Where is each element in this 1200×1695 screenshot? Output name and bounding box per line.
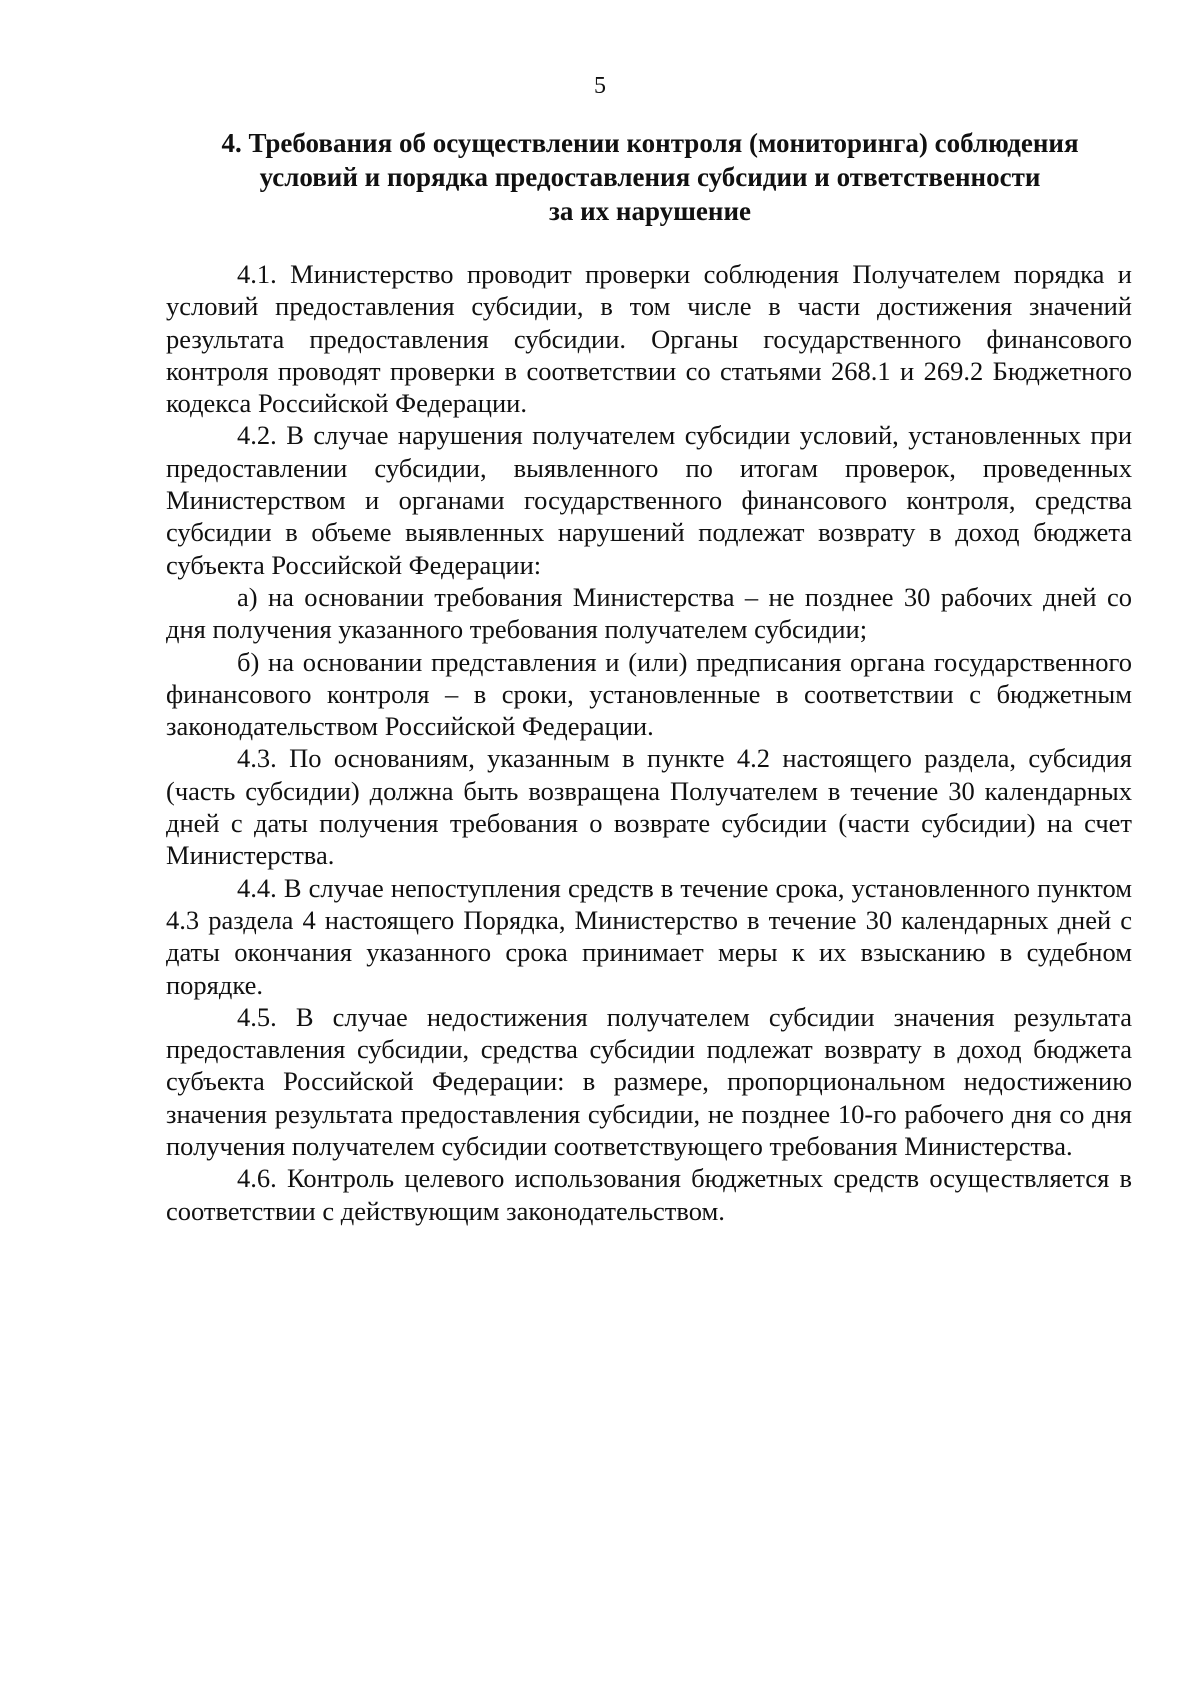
section-body (166, 258, 1132, 1227)
section-title-line: условий и порядка предоставления субсидии и ответственности (259, 162, 1041, 192)
paragraph-4-6: 4.6. Контроль целевого использования бюджетных средств осуществляется в соответствии с действующим законодательством. (166, 1163, 1132, 1226)
paragraph-4-2: 4.2. В случае нарушения получателем субсидии условий, установленных при предоставлении субсидии, выявленного по итогам проверок, проведенных Министерством и органами государственного финансового контроля, средства субсидии в объеме выявленных нарушений подлежат возврату в доход бюджета субъекта Российской Федерации: (166, 420, 1132, 580)
paragraph-4-4: 4.4. В случае непоступления средств в течение срока, установленного пунктом 4.3 раздела 4 настоящего Порядка, Министерство в течение 30 календарных дней с даты окончания указанного срока принимает меры к их взысканию в судебном порядке. (166, 872, 1132, 1000)
page-number: 5 (594, 73, 606, 99)
section-title (170, 126, 1130, 228)
paragraph-4-3: 4.3. По основаниям, указанным в пункте 4.2 настоящего раздела, субсидия (часть субсидии) должна быть возвращена Получателем в течение 30 календарных дней с даты получения требования о возврате субсидии (части субсидии) на счет Министерства. (166, 743, 1132, 871)
section-title-line: за их нарушение (549, 196, 751, 226)
paragraph-4-2-b: б) на основании представления и (или) предписания органа государственного финансового контроля – в сроки, установленные в соответствии с бюджетным законодательством Российской Федерации. (166, 646, 1132, 742)
paragraph-4-2-a: а) на основании требования Министерства – не позднее 30 рабочих дней со дня получения указанного требования получателем субсидии; (166, 581, 1132, 645)
paragraph-4-1: 4.1. Министерство проводит проверки соблюдения Получателем порядка и условий предоставления субсидии, в том числе в части достижения значений результата предоставления субсидии. Органы государственного финансового контроля проводят проверки в соответствии со статьями 268.1 и 269.2 Бюджетного кодекса Российской Федерации. (166, 259, 1132, 419)
paragraph-4-5: 4.5. В случае недостижения получателем субсидии значения результата предоставления субсидии, средства субсидии подлежат возврату в доход бюджета субъекта Российской Федерации: в размере, пропорциональном недостижению значения результата предоставления субсидии, не позднее 10-го рабочего дня со дня получения получателем субсидии соответствующего требования Министерства. (166, 1001, 1132, 1162)
section-title-line: 4. Требования об осуществлении контроля (мониторинга) соблюдения (221, 128, 1079, 158)
